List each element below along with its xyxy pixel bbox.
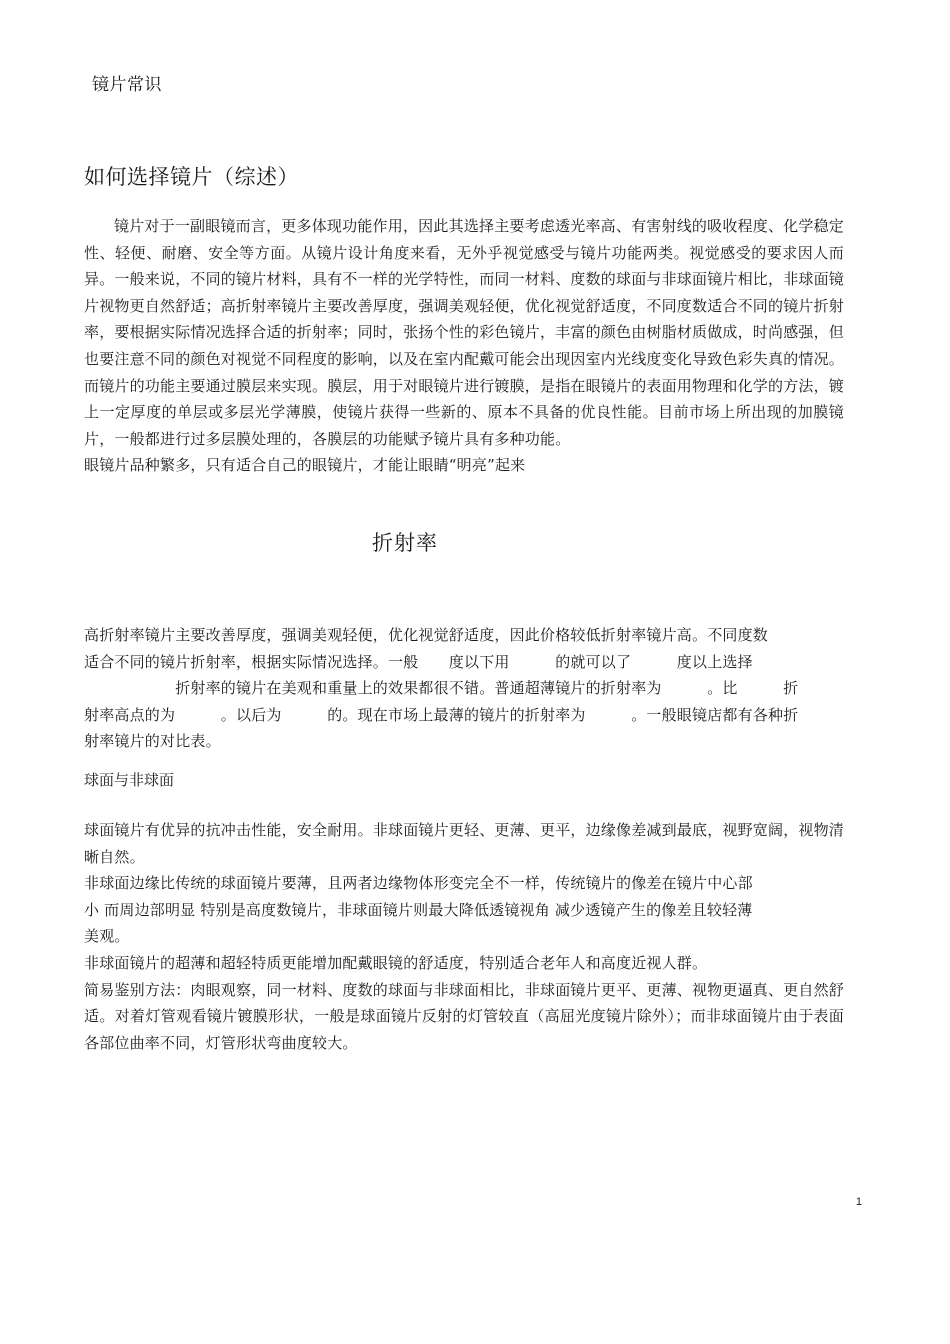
section-lens-selection-body [84, 213, 844, 479]
refractive-line-3: 折射率的镜片在美观和重量上的效果都很不错。普通超薄镜片的折射率为 。比 折 [84, 679, 799, 698]
paragraph-conclusion: 眼镜片品种繁多，只有适合自己的眼镜片，才能让眼睛“明亮”起来 [84, 456, 526, 475]
document-title: 镜片常识 [92, 75, 162, 95]
paragraph-spherical-intro: 球面镜片有优异的抗冲击性能，安全耐用。非球面镜片更轻、更薄、更平，边缘像差减到最底，视野宽阔，视物清晰自然。 [84, 821, 845, 866]
paragraph-aspheric-line-3: 美观。 [84, 927, 130, 946]
paragraph-overview: 镜片对于一副眼镜而言，更多体现功能作用，因此其选择主要考虑透光率高、有害射线的吸收程度、化学稳定性、轻便、耐磨、安全等方面。从镜片设计角度来看，无外乎视觉感受与镜片功能两类。视觉感受的要求因人而异。一般来说，不同的镜片材料，具有不一样的光学特性，而同一材料、度数的球面与非球面镜片相比，非球面镜片视物更自然舒适；高折射率镜片主要改善厚度，强调美观轻便，优化视觉舒适度，不同度数适合不同的镜片折射率，要根据实际情况选择合适的折射率；同时，张扬个性的彩色镜片，丰富的颜色由树脂材质做成，时尚感强，但也要注意不同的颜色对视觉不同程度的影响，以及在室内配戴可能会出现因室内光线度变化导致色彩失真的情况。 [84, 217, 845, 368]
refractive-line-1: 高折射率镜片主要改善厚度，强调美观轻便，优化视觉舒适度，因此价格较低折射率镜片高。不同度数 [84, 626, 769, 644]
refractive-line-2: 适合不同的镜片折射率，根据实际情况选择。一般 度以下用 的就可以了 度以上选择 [84, 652, 753, 671]
paragraph-aspheric-line-1: 非球面边缘比传统的球面镜片要薄，且两者边缘物体形变完全不一样，传统镜片的像差在镜片中心部 [84, 874, 753, 893]
section-heading-refractive-index: 折射率 [372, 531, 438, 555]
paragraph-aspheric-comfort: 非球面镜片的超薄和超轻特质更能增加配戴眼镜的舒适度，特别适合老年人和高度近视人群。 [84, 953, 708, 972]
paragraph-identification: 简易鉴别方法：肉眼观察，同一材料、度数的球面与非球面相比，非球面镜片更平、更薄、视物更逼真、更自然舒适。对着灯管观看镜片镀膜形状，一般是球面镜片反射的灯管较直（高屈光度镜片除外）；而非球面镜片由于表面各部位曲率不同，灯管形状弯曲度较大。 [84, 980, 845, 1052]
refractive-line-5: 射率镜片的对比表。 [84, 732, 221, 751]
page-number: 1 [855, 1196, 862, 1208]
paragraph-coating: 而镜片的功能主要通过膜层来实现。膜层，用于对眼镜片进行镀膜，是指在眼镜片的表面用物理和化学的方法，镀上一定厚度的单层或多层光学薄膜，使镜片获得一些新的、原本不具备的优良性能。目前市场上所出现的加膜镜片，一般都进行过多层膜处理的，各膜层的功能赋予镜片具有多种功能。 [84, 376, 845, 448]
section-heading-lens-selection: 如何选择镜片（综述） [84, 165, 299, 189]
refractive-line-4: 射率高点的为 。以后为 的。现在市场上最薄的镜片的折射率为 。一般眼镜店都有各种折 [84, 705, 799, 724]
section-heading-spherical: 球面与非球面 [84, 771, 175, 789]
paragraph-aspheric-line-2: 小 而周边部明显 特别是高度数镜片，非球面镜片则最大降低透镜视角 减少透镜产生的像差且较轻薄 [84, 900, 753, 919]
section-refractive-index-body [84, 622, 844, 755]
section-spherical-body [84, 817, 844, 1056]
